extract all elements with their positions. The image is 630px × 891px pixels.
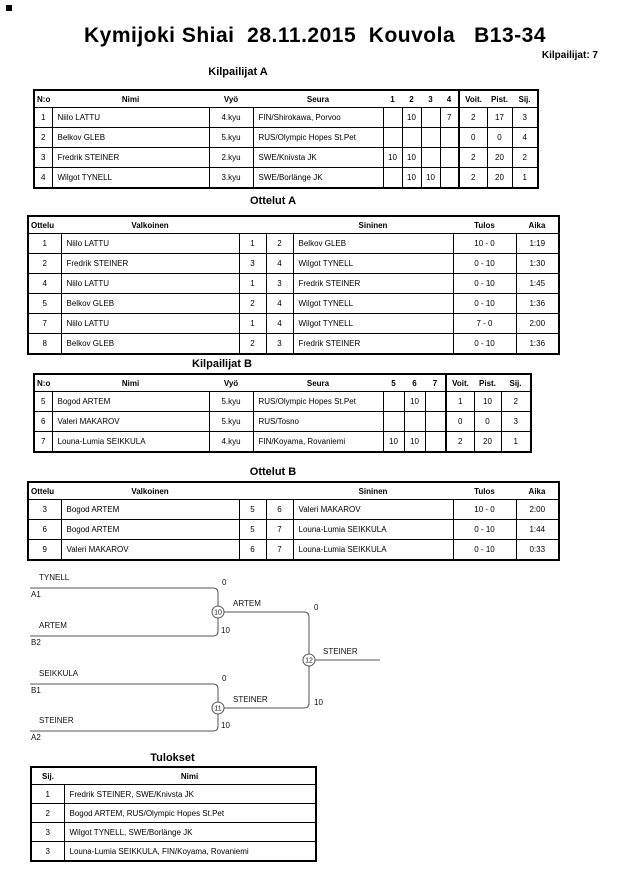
cell [421, 108, 440, 128]
cell: Valeri MAKAROV [61, 540, 239, 561]
cell: 0:33 [516, 540, 559, 561]
cell: 3 [239, 254, 266, 274]
cell: RUS/Olympic Hopes St.Pet [253, 392, 383, 412]
table-header-row [28, 216, 559, 234]
cell [440, 168, 459, 189]
cell: Louna-Lumia SEIKKULA [293, 540, 453, 561]
tulokset-table [30, 766, 317, 862]
cell: 7 [34, 432, 52, 453]
table-row [34, 392, 531, 412]
cell: 1:30 [516, 254, 559, 274]
ottelut-b-table [27, 481, 560, 561]
column-header: Pist. [487, 90, 512, 108]
cell: 2:00 [516, 314, 559, 334]
cell: 5 [28, 294, 61, 314]
column-header: Vyö [209, 90, 253, 108]
cell: 1:36 [516, 294, 559, 314]
column-header: Sij. [501, 374, 531, 392]
cell: 0 [446, 412, 474, 432]
cell [421, 128, 440, 148]
cell: 7 - 0 [453, 314, 516, 334]
bracket-champion-name: STEINER [323, 647, 358, 656]
cell: 0 - 10 [453, 334, 516, 355]
column-header: 2 [402, 90, 421, 108]
column-header: Valkoinen [61, 216, 239, 234]
column-header: Seura [253, 90, 383, 108]
cell: 1:45 [516, 274, 559, 294]
cell: 2 [239, 294, 266, 314]
cell: 7 [266, 540, 293, 561]
cell: 10 [474, 392, 501, 412]
bracket-score: 0 [314, 603, 319, 612]
cell: 7 [440, 108, 459, 128]
cell: 6 [28, 520, 61, 540]
bracket-score: 10 [221, 626, 230, 635]
column-header: Nimi [52, 374, 209, 392]
table-header-row [28, 482, 559, 500]
column-header: Sininen [293, 482, 453, 500]
cell: 9 [28, 540, 61, 561]
cell: 2 [34, 128, 52, 148]
column-header: Nimi [52, 90, 209, 108]
cell: RUS/Olympic Hopes St.Pet [253, 128, 383, 148]
column-header: Voit. [446, 374, 474, 392]
column-header: Sininen [293, 216, 453, 234]
cell: 2:00 [516, 500, 559, 520]
cell: 3 [266, 274, 293, 294]
bracket-competitor-name: STEINER [39, 716, 74, 725]
cell: 10 [402, 148, 421, 168]
cell: 3 [34, 148, 52, 168]
cell: 1:44 [516, 520, 559, 540]
final-bracket-line [223, 612, 309, 708]
column-header [266, 482, 293, 500]
cell: 5 [239, 500, 266, 520]
cell: Niilo LATTU [52, 108, 209, 128]
table-row [34, 108, 538, 128]
cell [383, 412, 404, 432]
column-header: 4 [440, 90, 459, 108]
cell: 1 [31, 785, 64, 804]
cell: 10 [404, 392, 425, 412]
section-title-ottelut-b: Ottelut B [249, 466, 297, 478]
cell: Niilo LATTU [61, 234, 239, 254]
cell [440, 128, 459, 148]
table-row [28, 314, 559, 334]
cell: 2 [459, 108, 487, 128]
bracket-score: 10 [314, 698, 323, 707]
cell: 5.kyu [209, 412, 253, 432]
match-number: 12 [305, 657, 313, 665]
cell: Bogod ARTEM [61, 520, 239, 540]
match-number: 10 [214, 609, 222, 617]
bracket-seed-label: A2 [31, 733, 41, 742]
cell: 2 [31, 804, 64, 823]
cell: 3.kyu [209, 168, 253, 189]
cell: 2 [266, 234, 293, 254]
cell: 4 [34, 168, 52, 189]
column-header: Pist. [474, 374, 501, 392]
page-title: Kymijoki Shiai 28.11.2015 Kouvola B13-34 [83, 24, 547, 47]
cell: Fredrik STEINER, SWE/Knivsta JK [64, 785, 316, 804]
column-header: 5 [383, 374, 404, 392]
cell [383, 108, 402, 128]
column-header: Ottelu [28, 216, 61, 234]
cell: Louna-Lumia SEIKKULA [293, 520, 453, 540]
bracket-winner-name: STEINER [233, 695, 268, 704]
cell: 6 [34, 412, 52, 432]
cell: 2 [459, 148, 487, 168]
cell: Fredrik STEINER [293, 274, 453, 294]
table-row [28, 274, 559, 294]
cell: Belkov GLEB [52, 128, 209, 148]
cell: Wilgot TYNELL [293, 314, 453, 334]
cell: Belkov GLEB [293, 234, 453, 254]
cell [425, 412, 446, 432]
column-header: 3 [421, 90, 440, 108]
cell: 10 [404, 432, 425, 453]
cell: 10 [402, 168, 421, 189]
column-header: N:o [34, 90, 52, 108]
cell: 1 [446, 392, 474, 412]
cell: Wilgot TYNELL [293, 294, 453, 314]
cell: 0 - 10 [453, 254, 516, 274]
cell: 4 [266, 314, 293, 334]
section-title-ottelut-a: Ottelut A [249, 195, 297, 207]
cell: Wilgot TYNELL [293, 254, 453, 274]
ottelut-a-table [27, 215, 560, 355]
column-header: Voit. [459, 90, 487, 108]
cell: FIN/Shirokawa, Porvoo [253, 108, 383, 128]
column-header: Nimi [64, 767, 316, 785]
column-header: Vyö [209, 374, 253, 392]
cell: 20 [487, 168, 512, 189]
cell: 10 - 0 [453, 234, 516, 254]
cell: 10 - 0 [453, 500, 516, 520]
table-row [28, 254, 559, 274]
section-title-tulokset: Tulokset [150, 752, 195, 764]
table-row [28, 540, 559, 561]
cell: 0 - 10 [453, 540, 516, 561]
table-row [34, 168, 538, 189]
cell: 10 [402, 108, 421, 128]
cell: Bogod ARTEM, RUS/Olympic Hopes St.Pet [64, 804, 316, 823]
column-header: Sij. [512, 90, 538, 108]
column-header [239, 216, 266, 234]
cell: Niilo LATTU [61, 314, 239, 334]
column-header: Tulos [453, 216, 516, 234]
cell [402, 128, 421, 148]
column-header: Valkoinen [61, 482, 239, 500]
column-header: Sij. [31, 767, 64, 785]
cell: RUS/Tosno [253, 412, 383, 432]
cell: 1 [512, 168, 538, 189]
cell: Louna-Lumia SEIKKULA [52, 432, 209, 453]
cell: Fredrik STEINER [52, 148, 209, 168]
column-header: 7 [425, 374, 446, 392]
bracket-competitor-name: SEIKKULA [39, 669, 79, 678]
cell: 0 [474, 412, 501, 432]
cell: Belkov GLEB [61, 294, 239, 314]
cell: 2 [501, 392, 531, 412]
cell: 2 [512, 148, 538, 168]
cell: 4 [28, 274, 61, 294]
cell: FIN/Koyama, Rovaniemi [253, 432, 383, 453]
column-header [239, 482, 266, 500]
cell: 10 [383, 432, 404, 453]
cell: SWE/Borlänge JK [253, 168, 383, 189]
cell: 5 [34, 392, 52, 412]
cell: SWE/Knivsta JK [253, 148, 383, 168]
table-row [31, 823, 316, 842]
cell [425, 432, 446, 453]
table-row [34, 148, 538, 168]
match-number: 11 [214, 705, 222, 713]
cell: 0 [459, 128, 487, 148]
bracket-competitor-name: ARTEM [39, 621, 67, 630]
cell: Fredrik STEINER [61, 254, 239, 274]
cell [421, 148, 440, 168]
cell: 2 [459, 168, 487, 189]
cell: Fredrik STEINER [293, 334, 453, 355]
column-header: Aika [516, 482, 559, 500]
cell: 4 [266, 294, 293, 314]
competitors-count: Kilpailijat: 7 [541, 50, 598, 61]
cell [383, 392, 404, 412]
bracket-score: 10 [221, 721, 230, 730]
cell: 3 [512, 108, 538, 128]
table-row [31, 804, 316, 823]
cell: 8 [28, 334, 61, 355]
table-row [28, 294, 559, 314]
table-row [34, 412, 531, 432]
cell: 5.kyu [209, 128, 253, 148]
section-title-kilpailijat-b: Kilpailijat B [192, 358, 252, 370]
table-row [28, 500, 559, 520]
cell: 3 [501, 412, 531, 432]
cell: Belkov GLEB [61, 334, 239, 355]
cell: 4 [512, 128, 538, 148]
section-title-kilpailijat-a: Kilpailijat A [208, 66, 268, 78]
cell: 3 [31, 842, 64, 862]
cell: 1 [501, 432, 531, 453]
cell: 1 [239, 274, 266, 294]
table-row [31, 842, 316, 862]
cell: 6 [266, 500, 293, 520]
cell [383, 168, 402, 189]
bracket-seed-label: A1 [31, 590, 41, 599]
cell: 4.kyu [209, 432, 253, 453]
cell: 5.kyu [209, 392, 253, 412]
table-header-row [34, 374, 531, 392]
cell: 5 [239, 520, 266, 540]
cell: 2 [239, 334, 266, 355]
cell: 20 [474, 432, 501, 453]
table-header-row [31, 767, 316, 785]
cell: 10 [383, 148, 402, 168]
kilpailijat-b-table [33, 373, 532, 453]
cell: 2 [28, 254, 61, 274]
cell: Wilgot TYNELL, SWE/Borlänge JK [64, 823, 316, 842]
corner-mark [6, 5, 12, 11]
cell: Niilo LATTU [61, 274, 239, 294]
cell: 3 [31, 823, 64, 842]
cell [383, 128, 402, 148]
cell: 7 [28, 314, 61, 334]
cell: Bogod ARTEM [52, 392, 209, 412]
table-row [28, 334, 559, 355]
cell: 1 [28, 234, 61, 254]
cell: 1 [34, 108, 52, 128]
cell: 0 [487, 128, 512, 148]
cell: Valeri MAKAROV [293, 500, 453, 520]
column-header: 1 [383, 90, 402, 108]
cell: Valeri MAKAROV [52, 412, 209, 432]
column-header: 6 [404, 374, 425, 392]
cell: 20 [487, 148, 512, 168]
cell: 1:19 [516, 234, 559, 254]
bracket-seed-label: B1 [31, 686, 41, 695]
column-header: Tulos [453, 482, 516, 500]
column-header: Ottelu [28, 482, 61, 500]
cell: 0 - 10 [453, 520, 516, 540]
cell: 1 [239, 314, 266, 334]
cell: 4 [266, 254, 293, 274]
cell: Louna-Lumia SEIKKULA, FIN/Koyama, Rovaniemi [64, 842, 316, 862]
cell: 4.kyu [209, 108, 253, 128]
cell [404, 412, 425, 432]
bracket-competitor-name: TYNELL [39, 573, 70, 582]
kilpailijat-a-table [33, 89, 539, 189]
cell: 10 [421, 168, 440, 189]
bracket-score: 0 [222, 578, 227, 587]
bracket-seed-label: B2 [31, 638, 41, 647]
column-header: Seura [253, 374, 383, 392]
bracket-score: 0 [222, 674, 227, 683]
column-header: Aika [516, 216, 559, 234]
table-row [34, 432, 531, 453]
cell: 2.kyu [209, 148, 253, 168]
table-row [28, 234, 559, 254]
cell: 3 [266, 334, 293, 355]
cell: 0 - 10 [453, 274, 516, 294]
table-header-row [34, 90, 538, 108]
cell: 2 [446, 432, 474, 453]
table-row [34, 128, 538, 148]
column-header [266, 216, 293, 234]
cell: 1 [239, 234, 266, 254]
column-header: N:o [34, 374, 52, 392]
bracket-lines [0, 560, 630, 760]
cell: 1:36 [516, 334, 559, 355]
cell: Bogod ARTEM [61, 500, 239, 520]
cell: Wilgot TYNELL [52, 168, 209, 189]
cell [440, 148, 459, 168]
cell [425, 392, 446, 412]
table-row [28, 520, 559, 540]
cell: 7 [266, 520, 293, 540]
cell: 3 [28, 500, 61, 520]
cell: 0 - 10 [453, 294, 516, 314]
cell: 17 [487, 108, 512, 128]
table-row [31, 785, 316, 804]
bracket-winner-name: ARTEM [233, 599, 261, 608]
cell: 6 [239, 540, 266, 561]
